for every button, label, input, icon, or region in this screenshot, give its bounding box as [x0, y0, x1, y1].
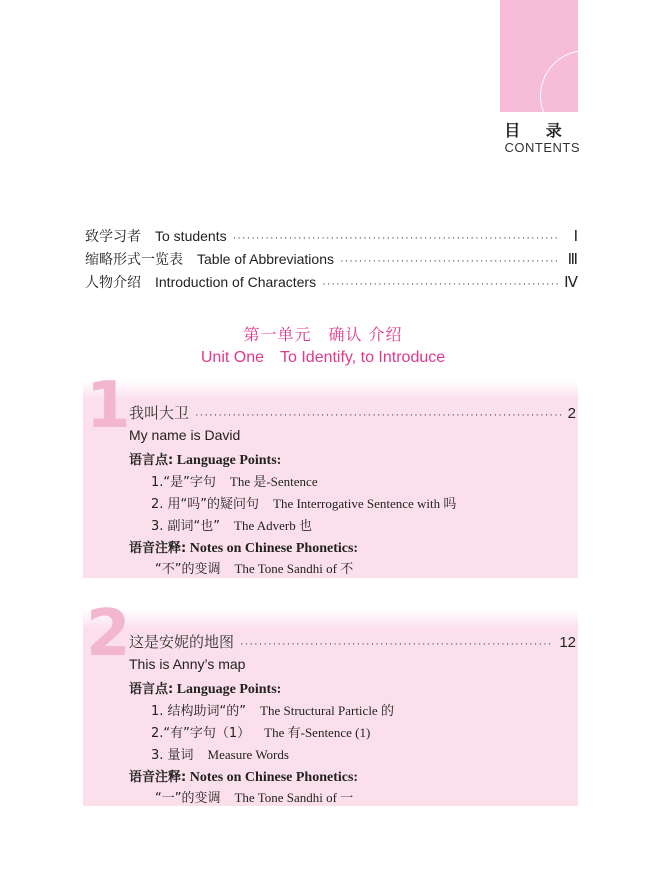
point-zh: “一”的变调	[155, 791, 221, 806]
corner-decoration	[500, 0, 578, 112]
heading-en: Language Points:	[176, 682, 282, 697]
contents-title-zh: 目 录	[504, 121, 572, 140]
heading-zh: 语言点:	[129, 682, 174, 697]
point-en: The Tone Sandhi of 不	[234, 561, 354, 576]
phonetics-heading	[129, 766, 358, 786]
toc-entry[interactable]	[85, 272, 578, 295]
point-en: The 是-Sentence	[229, 474, 318, 489]
lesson-number: 1	[86, 369, 131, 443]
lesson-title-zh: 这是安妮的地图	[129, 633, 235, 651]
leader-dots	[240, 638, 553, 650]
leader-dots	[233, 232, 560, 244]
heading-zh: 语音注释:	[129, 770, 187, 785]
lesson-number: 2	[86, 597, 131, 671]
heading-en: Language Points:	[176, 453, 282, 468]
point-en: The 有-Sentence (1)	[264, 725, 371, 740]
lesson-fade	[83, 609, 578, 629]
point-en: The Structural Particle 的	[260, 703, 394, 718]
point-zh: 1.“是”字句	[151, 475, 216, 490]
front-matter-list	[85, 226, 578, 295]
heading-en: Notes on Chinese Phonetics:	[189, 541, 359, 556]
lesson-fade	[83, 380, 578, 400]
language-point	[151, 471, 318, 490]
toc-entry-en: Table of Abbreviations	[197, 251, 334, 267]
heading-en: Notes on Chinese Phonetics:	[189, 770, 359, 785]
toc-entry[interactable]	[85, 226, 578, 249]
phonetics-note	[155, 787, 353, 806]
lesson-page: 2	[567, 405, 576, 422]
lesson-title-row[interactable]	[129, 631, 576, 652]
toc-entry-en: To students	[155, 228, 227, 244]
language-point	[151, 515, 312, 534]
toc-entry-page: Ⅲ	[567, 252, 578, 268]
language-point	[151, 493, 456, 512]
language-point	[151, 722, 370, 741]
lesson-title-en: This is Anny’s map	[129, 656, 246, 672]
phonetics-heading	[129, 537, 358, 557]
leader-dots	[322, 278, 558, 290]
corner-arc	[540, 50, 578, 112]
toc-entry-zh: 缩略形式一览表	[85, 252, 183, 268]
lesson-title-en: My name is David	[129, 427, 241, 443]
toc-entry-page: Ⅳ	[564, 275, 578, 291]
contents-title-en: CONTENTS	[504, 140, 580, 155]
point-en: The Adverb 也	[234, 518, 312, 533]
point-zh: 2. 用“吗”的疑问句	[151, 497, 260, 512]
lesson-page: 12	[559, 634, 576, 651]
unit-title-en: Unit One To Identify, to Introduce	[200, 349, 446, 366]
heading-zh: 语音注释:	[129, 541, 187, 556]
point-en: Measure Words	[207, 747, 289, 762]
heading-zh: 语言点:	[129, 453, 174, 468]
toc-entry[interactable]	[85, 249, 578, 272]
toc-entry-en: Introduction of Characters	[155, 274, 317, 290]
point-zh: 2.“有”字句（1）	[151, 726, 251, 741]
language-point	[151, 744, 289, 763]
toc-entry-page: Ⅰ	[573, 229, 578, 245]
point-zh: 1. 结构助词“的”	[151, 704, 247, 719]
point-zh: 3. 量词	[151, 748, 194, 763]
point-zh: “不”的变调	[155, 562, 221, 577]
phonetics-note	[155, 558, 353, 577]
lesson-title-row[interactable]	[129, 402, 576, 423]
point-zh: 3. 副词“也”	[151, 519, 221, 534]
lesson-title-zh: 我叫大卫	[129, 404, 190, 422]
leader-dots	[195, 409, 562, 421]
language-point	[151, 700, 394, 719]
language-points-heading	[129, 678, 281, 698]
leader-dots	[340, 255, 560, 267]
toc-entry-zh: 人物介绍	[85, 275, 141, 291]
language-points-heading	[129, 449, 281, 469]
point-en: The Interrogative Sentence with 吗	[273, 496, 457, 511]
point-en: The Tone Sandhi of 一	[234, 790, 354, 805]
unit-title-zh: 第一单元 确认 介绍	[243, 325, 403, 344]
toc-entry-zh: 致学习者	[85, 229, 141, 245]
